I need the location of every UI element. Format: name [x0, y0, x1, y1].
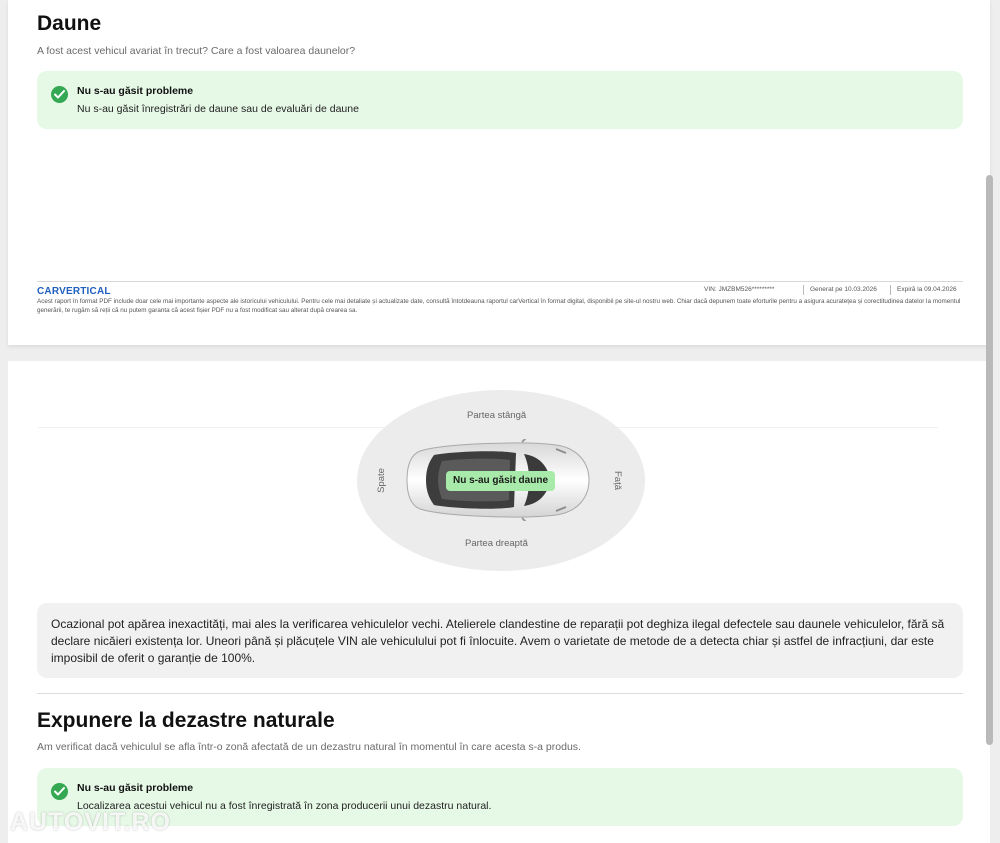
label-front: Față: [612, 470, 624, 491]
section-divider: [37, 693, 963, 694]
generated-info: [810, 286, 877, 293]
expires-info: [897, 286, 957, 293]
label-rear: Spate: [375, 468, 387, 493]
generated-date: 10.03.2026: [844, 286, 877, 293]
footer-divider: [37, 281, 963, 282]
damage-status-box: [37, 71, 963, 129]
accuracy-note: Ocazional pot apărea inexactități, mai ales la verificarea vehiculelor vechi. Atelierele clandestine de reparații pot deghiza ilegal defectele sau daunele vehiculelor, fără să declare nicăieri existența lor. Uneori până și plăcuțele VIN ale vehiculului pot fi înlocuite. Avem o varietate de metode de a detecta chiar și astfel de infracțiuni, dar este imposibil de oferit o garanție de 100%.: [37, 603, 963, 678]
expires-date: 09.04.2026: [924, 286, 957, 293]
carvertical-logo: CARVERTICAL: [37, 286, 111, 297]
disaster-title: Expunere la dezastre naturale: [37, 709, 335, 732]
disaster-status-desc: Localizarea acestui vehicul nu a fost înregistrată în zona producerii unui dezastru natural.: [77, 800, 492, 812]
report-page-1: [8, 0, 990, 345]
meta-separator: [803, 285, 804, 295]
vin-label: VIN:: [704, 286, 717, 293]
expires-label: Expiră la: [897, 286, 923, 293]
vertical-scrollbar[interactable]: [986, 175, 993, 745]
disaster-status-box: [37, 768, 963, 826]
damage-subtitle: A fost acest vehicul avariat în trecut? Care a fost valoarea daunelor?: [37, 45, 356, 57]
report-page-2: [8, 361, 990, 843]
vin-info: [704, 286, 774, 293]
damage-status-desc: Nu s-au găsit înregistrări de daune sau de evaluări de daune: [77, 103, 359, 115]
damage-status-title: Nu s-au găsit probleme: [77, 85, 194, 97]
damage-title: Daune: [37, 12, 102, 35]
check-circle-icon: [51, 783, 68, 800]
label-left-side: Partea stângă: [467, 410, 527, 421]
disaster-status-title: Nu s-au găsit probleme: [77, 782, 194, 794]
generated-label: Generat pe: [810, 286, 843, 293]
no-damage-badge: Nu s-au găsit daune: [446, 471, 555, 491]
vin-value: JMZBM526*********: [718, 286, 775, 293]
autovit-watermark: AUTOVIT.RO: [10, 808, 171, 836]
footer-disclaimer: Acest raport în format PDF include doar cele mai importante aspecte ale istoricului vehiculului. Pentru cele mai detaliate și actualizate date, consultă întotdeauna raportul carVertical în format digital, disponibil pe site-ul nostru web. Chiar dacă depunem toate eforturile pentru a asigura acuratețea și corectitudinea datelor la momentul generării, te rugăm să reții că nu putem garanta că acest fișier PDF nu a fost modificat sau alterat după crearea sa.: [37, 298, 961, 314]
label-right-side: Partea dreaptă: [465, 538, 528, 549]
meta-separator: [890, 285, 891, 295]
disaster-subtitle: Am verificat dacă vehiculul se afla într-o zonă afectată de un dezastru natural în momentul în care acesta s-a produs.: [37, 741, 581, 753]
check-circle-icon: [51, 86, 68, 103]
